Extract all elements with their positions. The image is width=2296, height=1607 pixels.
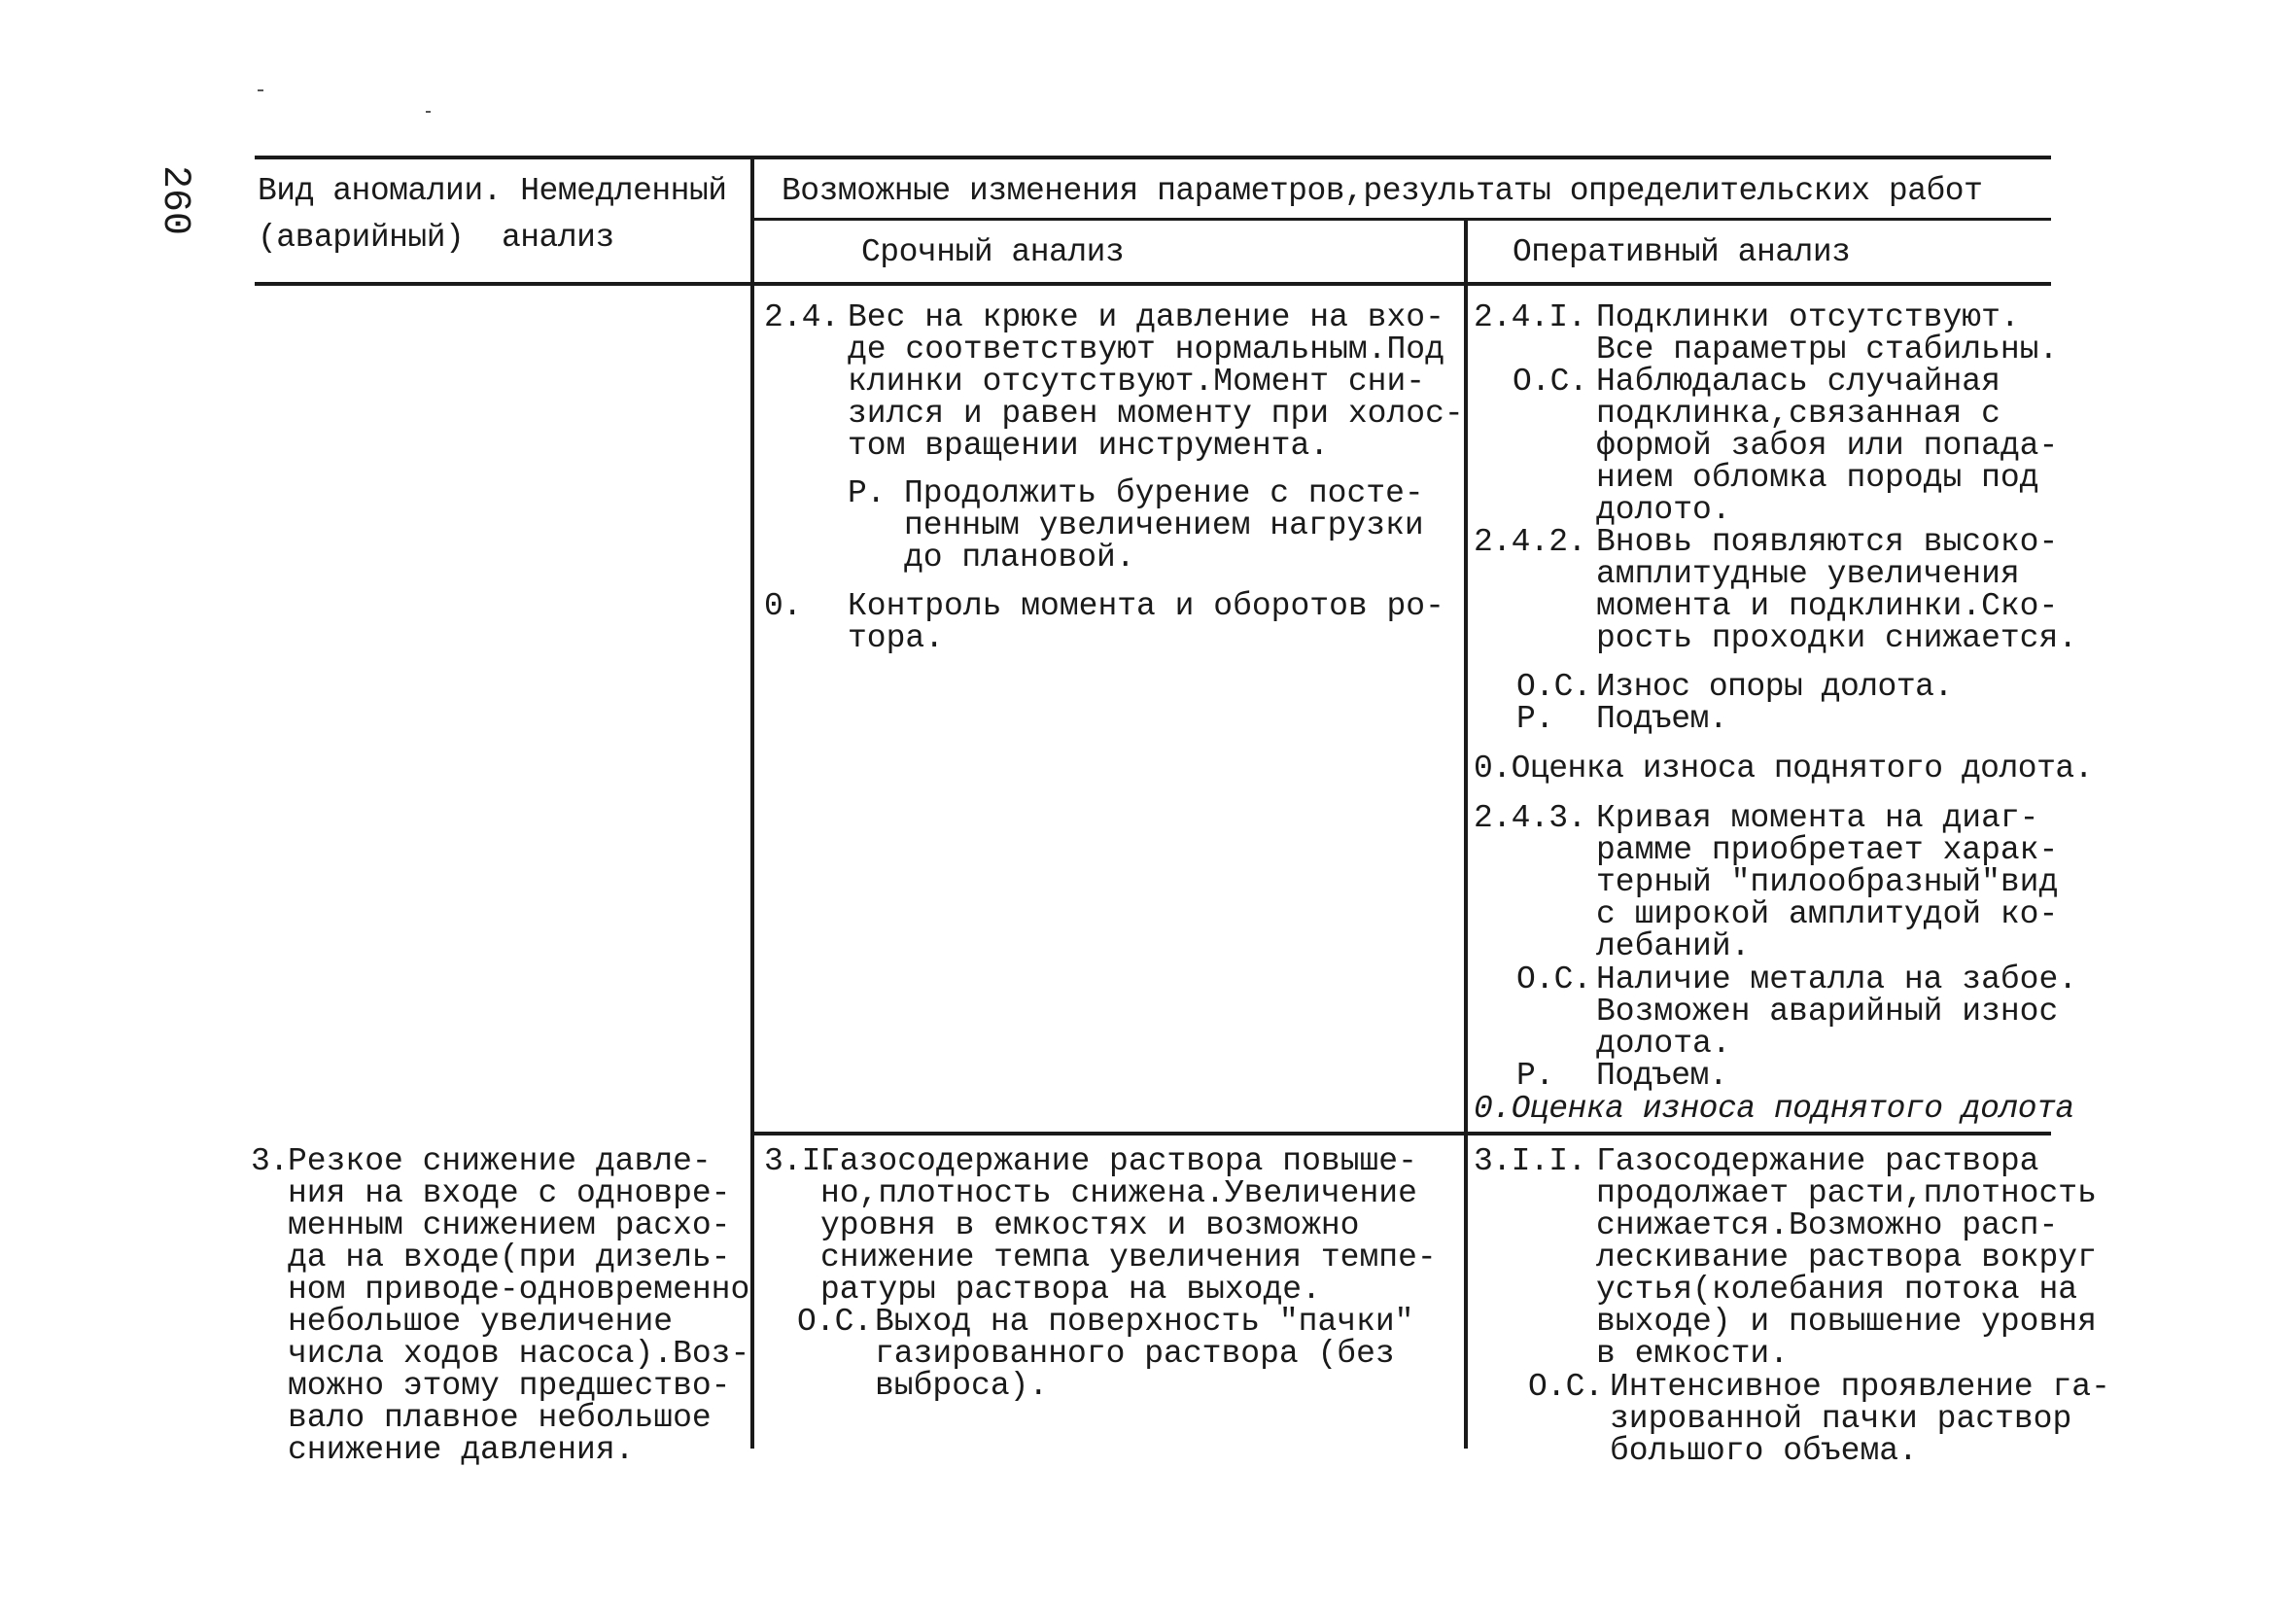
text-line: том вращении инструмента. — [848, 428, 1330, 464]
r-2-label: Р. — [1516, 701, 1554, 737]
os-2-text: Износ опоры долота. — [1596, 669, 1953, 705]
text-line: терный "пилообразный"вид — [1596, 864, 2059, 900]
text-line: Вновь появляются высоко- — [1596, 524, 2059, 560]
text-line: лебаний. — [1596, 928, 1751, 964]
text-line: с широкой амплитудой ко- — [1596, 896, 2059, 932]
os-2-label: О.С. — [1516, 669, 1592, 705]
item-3-1-label: 3.I. — [764, 1143, 840, 1179]
os-1-text — [1596, 366, 2058, 526]
header-bottom-rule — [255, 282, 2051, 286]
header-col1-line2: (аварийный) анализ — [258, 220, 614, 256]
text-line: лескивание раствора вокруг — [1596, 1240, 2097, 1275]
text-line: тора. — [848, 620, 945, 656]
item-2-4-3-text — [1596, 802, 2058, 962]
text-line: снижение темпа увеличения темпе- — [820, 1240, 1437, 1275]
text-line: Интенсивное проявление га- — [1610, 1369, 2110, 1405]
scan-speck — [426, 111, 431, 113]
text-line: Наблюдалась случайная — [1596, 364, 2000, 400]
item-3-1-1-text — [1596, 1145, 2097, 1370]
text-line: Кривая момента на диаг- — [1596, 800, 2039, 836]
os-3-1-label: О.С. — [797, 1304, 873, 1340]
text-line: зился и равен моменту при холос- — [848, 396, 1464, 432]
text-line: Газосодержание раствора повыше- — [820, 1143, 1417, 1179]
item-2-4-1-label: 2.4.I. — [1474, 299, 1586, 335]
text-line: устья(колебания потока на — [1596, 1272, 2078, 1308]
os-3-label: О.С. — [1516, 961, 1592, 997]
text-line: де соответствуют нормальным.Под — [848, 332, 1444, 367]
text-line: Вес на крюке и давление на вхо- — [848, 299, 1444, 335]
text-line: Продолжить бурение с посте- — [904, 475, 1424, 511]
os-3-1-text — [875, 1306, 1414, 1402]
text-line: клинки отсутствуют.Момент сни- — [848, 364, 1426, 400]
item-3-1-1-label: 3.I.I. — [1474, 1143, 1586, 1179]
r-3-label: Р. — [1516, 1058, 1554, 1094]
os-1-label: О.С. — [1513, 364, 1588, 400]
text-line: Газосодержание раствора — [1596, 1143, 2039, 1179]
row-separator-rule — [754, 1132, 2051, 1135]
text-line: нием обломка породы под — [1596, 460, 2039, 496]
text-line: снижается.Возможно расп- — [1596, 1207, 2059, 1243]
text-line: подклинка,связанная с — [1596, 396, 2000, 432]
text-line: выходе) и повышение уровня — [1596, 1304, 2097, 1340]
text-line: ном приводе-одновременно — [288, 1272, 750, 1308]
header-col2-title: Срочный анализ — [861, 234, 1125, 270]
text-line: зированной пачки раствор — [1610, 1401, 2072, 1437]
r-text — [904, 477, 1424, 574]
table-top-rule — [255, 156, 2051, 159]
text-line: большого объема. — [1610, 1433, 1918, 1469]
text-line: Возможен аварийный износ — [1596, 994, 2059, 1030]
page-number: 260 — [153, 165, 196, 236]
item-2-4-text — [848, 301, 1464, 462]
text-line: до плановой. — [904, 540, 1135, 576]
column-divider-1 — [750, 156, 754, 1449]
os-3-text — [1596, 963, 2077, 1060]
text-line: Наличие металла на забое. — [1596, 961, 2078, 997]
text-line: ния на входе с одновре- — [288, 1175, 731, 1211]
r-3-text: Подъем. — [1596, 1058, 1728, 1094]
text-line: Все параметры стабильны. — [1596, 332, 2059, 367]
text-line: Резкое снижение давле- — [288, 1143, 712, 1179]
text-line: ратуры раствора на выходе. — [820, 1272, 1321, 1308]
item-3-1-text — [820, 1145, 1437, 1306]
header-col3-title: Оперативный анализ — [1513, 234, 1851, 270]
text-line: амплитудные увеличения — [1596, 556, 2020, 592]
text-line: формой забоя или попада- — [1596, 428, 2059, 464]
text-line: уровня в емкостях и возможно — [820, 1207, 1360, 1243]
text-line: пенным увеличением нагрузки — [904, 507, 1424, 543]
o-2-text: 0.Оценка износа поднятого долота. — [1474, 751, 2094, 786]
r-label: Р. — [848, 475, 886, 511]
text-line: выброса). — [875, 1368, 1049, 1404]
text-line: вало плавное небольшое — [288, 1400, 712, 1436]
text-line: рость проходки снижается. — [1596, 620, 2078, 656]
text-line: Выход на поверхность "пачки" — [875, 1304, 1414, 1340]
subheader-rule — [754, 218, 2051, 221]
item-2-4-1-text — [1596, 301, 2058, 366]
text-line: Контроль момента и оборотов ро- — [848, 588, 1444, 624]
o-3-text: 0.Оценка износа поднятого долота — [1474, 1091, 2074, 1127]
text-line: газированного раствора (без — [875, 1336, 1395, 1372]
text-line: долото. — [1596, 492, 1731, 528]
column-divider-2 — [1464, 218, 1468, 1449]
text-line: менным снижением расхо- — [288, 1207, 731, 1243]
text-line: момента и подклинки.Ско- — [1596, 588, 2059, 624]
text-line: рамме приобретает харак- — [1596, 832, 2059, 868]
header-span-title: Возможные изменения параметров,результаты определительских работ — [782, 173, 1983, 209]
text-line: да на входе(при дизель- — [288, 1240, 731, 1275]
item-3-text — [288, 1145, 749, 1466]
item-3-label: 3. — [251, 1143, 289, 1179]
r-2-text: Подъем. — [1596, 701, 1728, 737]
item-2-4-2-text — [1596, 526, 2077, 654]
item-2-4-2-label: 2.4.2. — [1474, 524, 1586, 560]
text-line: числа ходов насоса).Воз- — [288, 1336, 750, 1372]
item-2-4-3-label: 2.4.3. — [1474, 800, 1586, 836]
os-3-1-1-text — [1610, 1371, 2110, 1467]
text-line: небольшое увеличение — [288, 1304, 674, 1340]
text-line: снижение давления. — [288, 1432, 635, 1468]
os-3-1-1-label: О.С. — [1528, 1369, 1604, 1405]
item-2-4-label: 2.4. — [764, 299, 840, 335]
o-text — [848, 590, 1444, 654]
text-line: в емкости. — [1596, 1336, 1790, 1372]
o-label: 0. — [764, 588, 802, 624]
text-line: долота. — [1596, 1026, 1731, 1062]
scan-speck — [258, 89, 263, 91]
text-line: продолжает расти,плотность — [1596, 1175, 2097, 1211]
header-col1-line1: Вид аномалии. Немедленный — [258, 173, 727, 209]
text-line: но,плотность снижена.Увеличение — [820, 1175, 1417, 1211]
text-line: можно этому предшество- — [288, 1368, 731, 1404]
text-line: Подклинки отсутствуют. — [1596, 299, 2020, 335]
